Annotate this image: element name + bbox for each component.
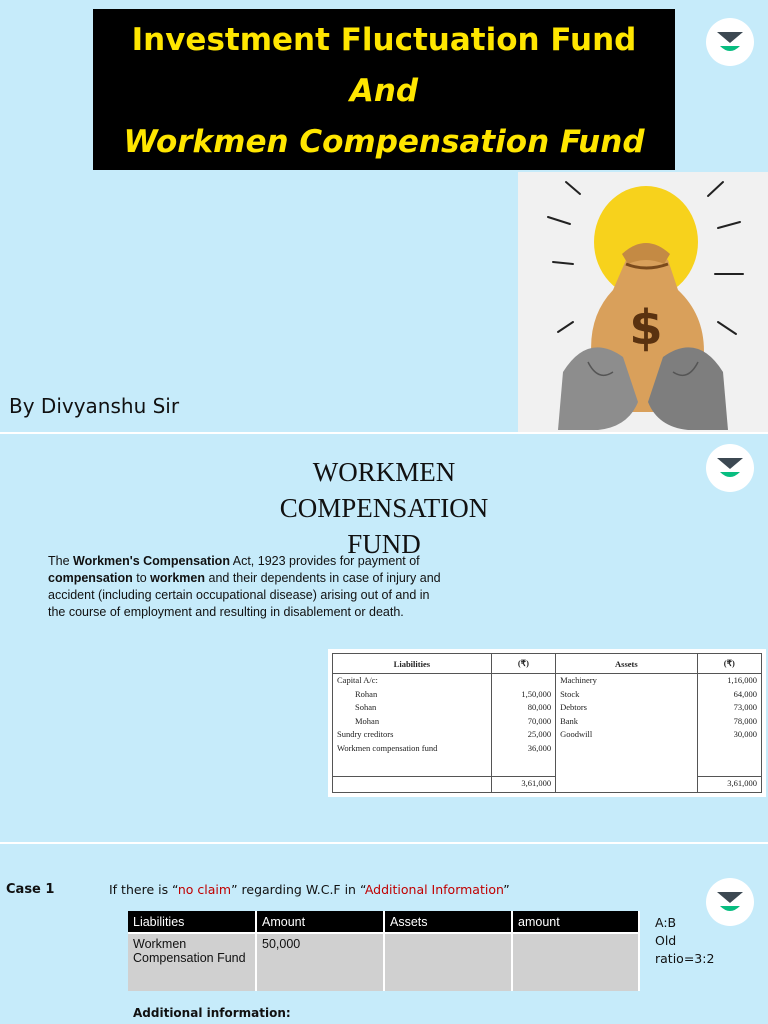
case-label: Case 1: [6, 882, 55, 897]
bs-asset-label: Goodwill: [560, 729, 593, 739]
cond-text: If there is “: [109, 882, 178, 897]
desc-text: Act, 1923 provides for payment of: [229, 554, 420, 568]
money-bag-icon: [518, 172, 768, 432]
title-line-1: Investment Fluctuation Fund: [131, 22, 637, 58]
ratio-line: ratio=3:2: [655, 951, 715, 966]
bs-liabilities-col: [333, 674, 492, 777]
bs-liability-amount: 70,000: [527, 715, 552, 726]
slide-case-1: [0, 844, 768, 1024]
author-byline: By Divyanshu Sir: [9, 394, 180, 418]
bs-header-amount: (₹): [697, 654, 761, 674]
bs-asset-amount: 1,16,000: [727, 675, 757, 685]
bs-asset-amount: 78,000: [733, 715, 757, 726]
ratio-line: A:B: [655, 915, 677, 930]
additional-info-label: Additional information:: [133, 1006, 291, 1020]
bs-asset-label: Debtors: [560, 702, 587, 712]
case-1-table: [128, 911, 640, 991]
cond-text: ” regarding W.C.F in “: [231, 882, 365, 897]
bs-liability-label: Rohan: [355, 688, 378, 699]
bs-assets-col: [556, 674, 698, 793]
wcf-description: [48, 553, 448, 621]
wcf-heading-line-1: WORKMEN: [312, 457, 456, 487]
wcf-heading-line-3: FUND: [347, 529, 421, 559]
wcf-heading-line-2: COMPENSATION: [279, 493, 489, 523]
bs-asset-label: Machinery: [560, 675, 597, 685]
slide-title: [0, 0, 768, 432]
bs-asset-amount: 73,000: [733, 702, 757, 712]
desc-bold: Workmen's Compensation: [73, 554, 230, 568]
bs-asset-amount: 64,000: [733, 688, 757, 699]
c3-cell: [512, 933, 639, 991]
c3-cell: [384, 933, 512, 991]
bs-header-amount: (₹): [491, 654, 555, 674]
bs-asset-label: Bank: [560, 715, 579, 726]
ratio-line: Old: [655, 933, 677, 948]
bs-liability-label: Workmen compensation fund: [337, 742, 438, 753]
bs-total-assets: 3,61,000: [697, 777, 761, 793]
desc-text: to: [132, 571, 151, 585]
bs-total-liabilities: 3,61,000: [491, 777, 555, 793]
bs-header-assets: Assets: [556, 654, 698, 674]
unacademy-logo-icon: [706, 18, 754, 66]
balance-sheet-table: [332, 653, 762, 793]
cond-highlight: Additional Information: [364, 882, 504, 897]
bs-liability-amount: [496, 675, 551, 689]
c3-cell: Workmen Compensation Fund: [128, 933, 256, 991]
bs-liability-amount: 25,000: [527, 729, 552, 739]
bs-assets-amount-col: [697, 674, 761, 777]
bs-liability-amount: 80,000: [527, 702, 552, 712]
bs-liability-label: Sohan: [355, 702, 377, 712]
desc-bold: compensation: [48, 571, 133, 585]
c3-cell: 50,000: [256, 933, 384, 991]
bs-liability-label: Mohan: [355, 715, 380, 726]
ratio-note: [655, 914, 725, 968]
title-line-3: Workmen Compensation Fund: [123, 124, 645, 160]
unacademy-logo-icon: [706, 444, 754, 492]
balance-sheet-image: [328, 649, 766, 797]
svg-text:$: $: [629, 300, 663, 356]
desc-text: The: [48, 554, 74, 568]
bs-liability-label: Capital A/c:: [337, 675, 378, 685]
title-line-2: And: [349, 73, 419, 109]
bs-liability-amount: 36,000: [527, 742, 552, 753]
bs-header-liabilities: Liabilities: [333, 654, 492, 674]
c3-header: Amount: [256, 911, 384, 933]
bs-liability-label: Sundry creditors: [337, 729, 394, 739]
case-condition: [109, 882, 510, 897]
bs-total-blank: [333, 777, 492, 793]
bs-asset-label: Stock: [560, 688, 580, 699]
wcf-heading: [244, 454, 524, 562]
bs-liability-amount: 1,50,000: [521, 688, 552, 699]
desc-text: and their dependents in case of injury and accident (including certain occupational disease) arising out of and in the course of employment and resulting in disablement or death.: [48, 571, 441, 619]
cond-text: ”: [503, 882, 510, 897]
c3-header: Liabilities: [128, 911, 256, 933]
c3-header: Assets: [384, 911, 512, 933]
title-banner: [93, 9, 675, 170]
c3-header: amount: [512, 911, 639, 933]
cond-highlight: no claim: [177, 882, 232, 897]
bs-asset-amount: 30,000: [733, 729, 757, 739]
slide-wcf: [0, 434, 768, 842]
desc-bold: workmen: [150, 571, 206, 585]
bs-liabilities-amount-col: [491, 674, 555, 777]
